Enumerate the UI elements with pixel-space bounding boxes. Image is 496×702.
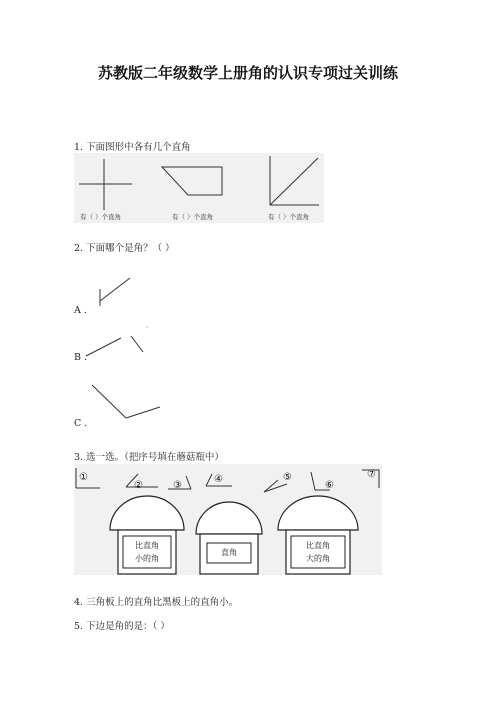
question-3: 3. 选一选。（把序号填在蘑菇瓶中）: [74, 452, 224, 463]
page-title: 苏教版二年级数学上册角的认识专项过关训练: [97, 64, 398, 82]
jar-3-line-2: 大的角: [306, 554, 330, 563]
question-2: 2. 下面哪个是角？（ ）: [74, 243, 175, 254]
question-1: 1. 下面图形中各有几个直角: [74, 142, 191, 153]
angle-label-5: ⑤: [283, 472, 292, 483]
jar-1-line-1: 比直角: [135, 541, 159, 550]
jar-2-line-1: 直角: [221, 548, 237, 557]
angle-label-1: ①: [79, 472, 88, 483]
angle-label-7: ⑦: [367, 469, 376, 480]
jar-3-line-1: 比直角: [306, 541, 330, 550]
angle-label-4: ④: [214, 474, 223, 485]
question-4: 4. 三角板上的直角比黑板上的直角小。: [74, 597, 239, 608]
option-a: A .: [74, 305, 87, 316]
jar-3-label: [291, 539, 345, 565]
jar-1-line-2: 小的角: [135, 554, 159, 563]
angle-label-2: ②: [134, 480, 143, 491]
q2-figures: [74, 270, 194, 430]
q1-caption-1: 有（ ）个直角: [80, 213, 122, 221]
q1-caption-3: 有（ ）个直角: [268, 213, 310, 221]
option-b: B .: [74, 352, 88, 363]
angle-label-6: ⑥: [325, 480, 334, 491]
option-c: C .: [74, 418, 88, 429]
jar-1-label: [123, 539, 171, 565]
q1-caption-2: 有（ ）个直角: [172, 213, 214, 221]
angle-label-3: ③: [173, 480, 182, 491]
question-5: 5. 下边是角的是：（ ）: [74, 621, 170, 632]
jar-2-label: [207, 546, 251, 559]
